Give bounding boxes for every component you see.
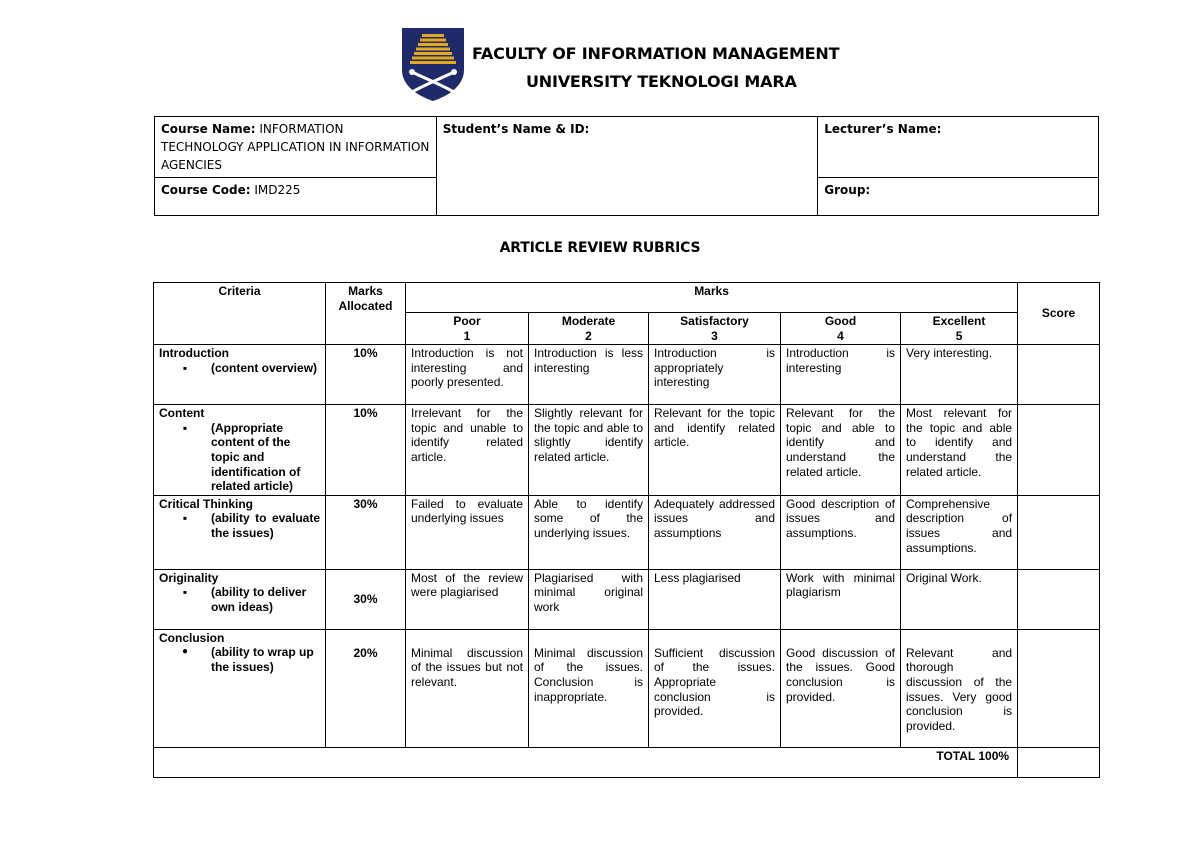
rubric-row-total	[154, 747, 1100, 777]
score-cell[interactable]	[1018, 345, 1100, 405]
level-name: Satisfactory	[680, 314, 749, 328]
level-value: 1	[463, 328, 471, 343]
score-cell[interactable]	[1018, 629, 1100, 747]
uitm-logo-icon	[400, 26, 466, 102]
rubric-row-originality	[154, 569, 1100, 629]
cell-satisfactory	[649, 629, 781, 747]
level-moderate	[529, 313, 649, 345]
cell-poor	[406, 629, 529, 747]
student-name-label: Student’s Name & ID:	[442, 122, 590, 136]
criteria-cell	[154, 629, 326, 747]
course-info-table	[154, 116, 1099, 216]
cell-good-text: Good discussion of the issues. Good conclusion is provided.	[786, 645, 895, 704]
header-score	[1018, 283, 1100, 345]
cell-poor-text: Minimal discussion of the issues but not relevant.	[411, 645, 523, 689]
level-value: 5	[955, 328, 963, 343]
bullet-icon: ▪	[182, 511, 188, 526]
cell-good	[781, 629, 901, 747]
cell-satisfactory: Relevant for the topic and identify related article.	[649, 405, 781, 496]
header-criteria: Criteria	[154, 283, 326, 345]
student-name-cell[interactable]	[436, 117, 818, 216]
criterion-detail: (content overview)	[211, 360, 318, 375]
lecturer-name-label: Lecturer’s Name:	[824, 122, 942, 136]
marks-allocated-text: 20%	[353, 645, 378, 660]
level-name: Poor	[453, 314, 481, 328]
marks-allocated-value: 30%	[326, 495, 406, 569]
total-label: TOTAL 100%	[154, 747, 1018, 777]
course-code-cell	[155, 178, 437, 216]
cell-moderate-text: Minimal discussion of the issues. Conclusion is inappropriate.	[534, 645, 643, 704]
cell-poor: Failed to evaluate underlying issues	[406, 495, 529, 569]
level-value: 3	[711, 328, 718, 343]
level-value: 4	[837, 328, 844, 343]
bullet-icon: ▪	[182, 360, 188, 375]
rubric-table	[153, 282, 1100, 778]
rubric-row-introduction	[154, 345, 1100, 405]
criteria-cell	[154, 405, 326, 496]
marks-allocated-value: 30%	[326, 569, 406, 629]
criterion-name: Content	[159, 406, 205, 421]
course-name-cell	[155, 117, 437, 178]
criterion-name: Originality	[159, 570, 219, 585]
score-cell[interactable]	[1018, 495, 1100, 569]
criteria-cell	[154, 569, 326, 629]
group-cell[interactable]	[818, 178, 1099, 216]
bullet-icon: ●	[181, 646, 189, 658]
criteria-cell	[154, 345, 326, 405]
marks-allocated-value	[326, 629, 406, 747]
rubric-row-conclusion	[154, 629, 1100, 747]
course-code-label: Course Code:	[161, 183, 251, 197]
criterion-detail: (Appropriate content of the topic and identification of related article)	[211, 420, 301, 494]
cell-satisfactory: Less plagiarised	[649, 569, 781, 629]
header-score-label: Score	[1041, 306, 1076, 321]
header-marks-allocated: Marks Allocated	[326, 283, 406, 345]
cell-good: Work with minimal plagiarism	[781, 569, 901, 629]
cell-excellent	[901, 629, 1018, 747]
cell-satisfactory: Introduction is appropriately interesting	[649, 345, 781, 405]
rubric-title: ARTICLE REVIEW RUBRICS	[499, 240, 701, 256]
cell-moderate: Introduction is less interesting	[529, 345, 649, 405]
score-cell[interactable]	[1018, 569, 1100, 629]
cell-poor: Most of the review were plagiarised	[406, 569, 529, 629]
course-code-value: IMD225	[254, 183, 301, 197]
criterion-detail: (ability to deliver own ideas)	[211, 585, 307, 614]
marks-allocated-value: 10%	[326, 405, 406, 496]
criterion-name: Conclusion	[159, 630, 225, 645]
cell-moderate: Able to identify some of the underlying issues.	[529, 495, 649, 569]
cell-excellent-text: Relevant and thorough discussion of the issues. Very good conclusion is provided.	[906, 645, 1013, 733]
cell-moderate: Slightly relevant for the topic and able to slightly identify related article.	[529, 405, 649, 496]
level-value: 2	[585, 328, 592, 343]
bullet-icon: ▪	[182, 585, 188, 600]
level-name: Moderate	[561, 314, 616, 328]
cell-satisfactory: Adequately addressed issues and assumptions	[649, 495, 781, 569]
criteria-cell	[154, 495, 326, 569]
lecturer-name-cell[interactable]	[818, 117, 1099, 178]
cell-good: Introduction is interesting	[781, 345, 901, 405]
cell-good: Relevant for the topic and able to identify and understand the related article.	[781, 405, 901, 496]
group-label: Group:	[824, 183, 871, 197]
cell-poor: Introduction is not interesting and poorly presented.	[406, 345, 529, 405]
cell-satisfactory-text: Sufficient discussion of the issues. Appropriate conclusion is provided.	[654, 645, 775, 719]
marks-allocated-value: 10%	[326, 345, 406, 405]
level-excellent	[901, 313, 1018, 345]
cell-poor: Irrelevant for the topic and unable to identify related article.	[406, 405, 529, 496]
faculty-title: FACULTY OF INFORMATION MANAGEMENT	[472, 44, 840, 63]
course-name-label: Course Name:	[161, 122, 256, 136]
cell-moderate	[529, 629, 649, 747]
criterion-name: Critical Thinking	[159, 496, 254, 511]
level-name: Excellent	[932, 314, 986, 328]
cell-excellent: Original Work.	[901, 569, 1018, 629]
total-score-cell[interactable]	[1018, 747, 1100, 777]
level-name: Good	[824, 314, 857, 328]
cell-moderate: Plagiarised with minimal original work	[529, 569, 649, 629]
header-marks: Marks	[406, 283, 1018, 313]
university-title: UNIVERSITY TEKNOLOGI MARA	[526, 72, 797, 91]
course-name-value: INFORMATION TECHNOLOGY APPLICATION IN INFORMATION AGENCIES	[161, 122, 430, 172]
level-poor	[406, 313, 529, 345]
criterion-name: Introduction	[159, 346, 229, 361]
level-good	[781, 313, 901, 345]
criterion-detail: (ability to evaluate the issues)	[211, 511, 320, 540]
rubric-row-content	[154, 405, 1100, 496]
cell-excellent: Comprehensive description of issues and assumptions.	[901, 495, 1018, 569]
cell-excellent: Most relevant for the topic and able to identify and understand the related article.	[901, 405, 1018, 496]
rubric-row-critical-thinking	[154, 495, 1100, 569]
criterion-detail: (ability to wrap up the issues)	[211, 645, 314, 674]
score-cell[interactable]	[1018, 405, 1100, 496]
cell-excellent: Very interesting.	[901, 345, 1018, 405]
bullet-icon: ▪	[182, 420, 188, 435]
level-satisfactory	[649, 313, 781, 345]
cell-good: Good description of issues and assumptions.	[781, 495, 901, 569]
